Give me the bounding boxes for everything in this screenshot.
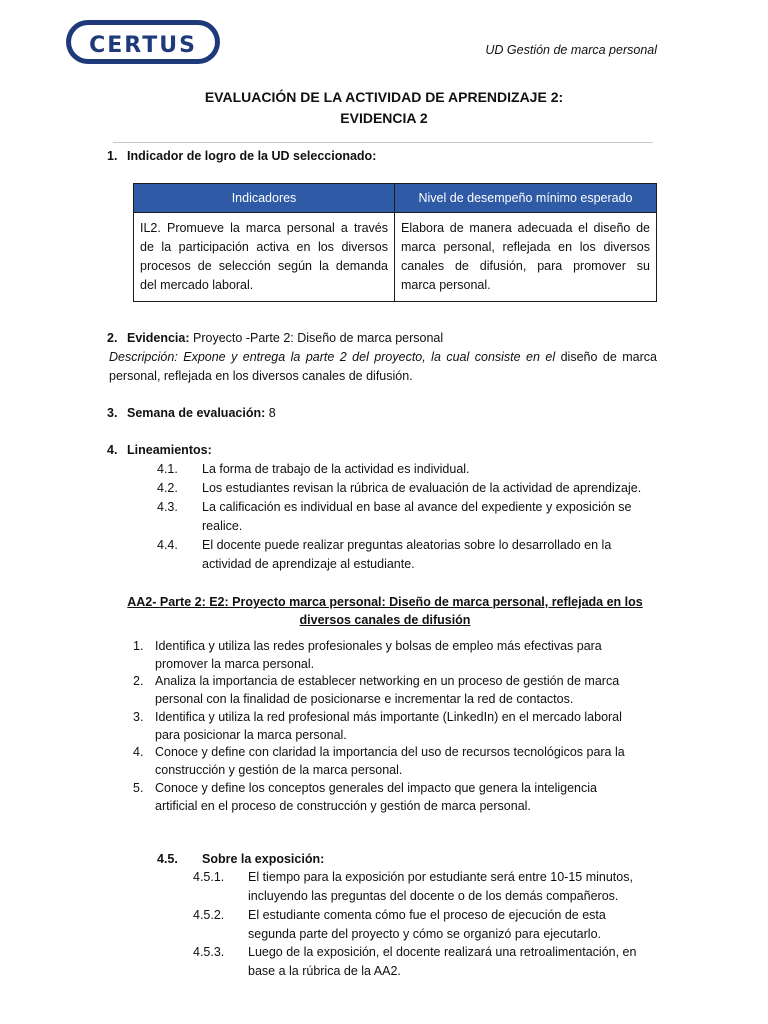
list-item: 2. Analiza la importancia de establecer networking en un proceso de gestión de marca personal con la finalidad de posicionarse e incrementar la red de contactos. [133,674,620,706]
exposition-item-text: El tiempo para la exposición por estudiante será entre 10-15 minutos, [248,870,633,884]
list-item: 4. Conoce y define con claridad la importancia del uso de recursos tecnológicos para la construcción y gestión de la marca personal. [133,745,625,777]
list-item: 5. Conoce y define los conceptos generales del impacto que genera la inteligencia artificial en el proceso de construcción y gestión de marca personal. [133,781,597,813]
section-3-heading: 3. Semana de evaluación: 8 [107,406,276,420]
section-4-5-heading: Sobre la exposición: [202,852,325,866]
section-4-heading: 4. Lineamientos: [107,443,212,457]
guideline-item: 4.3. [157,500,178,514]
certus-logo [66,20,220,64]
guideline-text: La calificación es individual en base al avance del expediente y exposición se [202,500,632,514]
aa2-heading-cont: diversos canales de difusión [299,613,471,627]
guideline-item: 4.1. [157,462,178,476]
page-subtitle: EVIDENCIA 2 [340,110,428,126]
aa2-heading: AA2- Parte 2: E2: Proyecto marca personal: Diseño de marca personal, reflejada en los [127,595,643,609]
table-cell-indicator: IL2. Promueve la marca personal a través de la participación activa en los diversos procesos de selección según la demanda del mercado laboral. [134,213,395,302]
section-1-heading: 1. Indicador de logro de la UD seleccionado: [107,149,377,163]
list-item: 3. Identifica y utiliza la red profesional más importante (LinkedIn) en el mercado laboral para posicionar la marca personal. [133,710,622,742]
section-2-heading: 2. Evidencia: Proyecto -Parte 2: Diseño de marca personal [107,331,444,345]
guideline-text: Los estudiantes revisan la rúbrica de evaluación de la actividad de aprendizaje. [202,481,642,495]
indicators-table [133,183,657,302]
exposition-item-text-cont: base a la rúbrica de la AA2. [248,964,401,978]
evidence-description: Descripción: Expone y entrega la parte 2 del proyecto, la cual consiste en el diseño de marca personal, reflejada en los diversos canales de difusión. [109,350,657,383]
exposition-item-num: 4.5.2. [193,908,225,922]
section-4-5-num: 4.5. [157,852,178,866]
divider [113,142,653,143]
guideline-text: La forma de trabajo de la actividad es individual. [202,462,470,476]
guideline-item: 4.4. [157,538,178,552]
course-name: UD Gestión de marca personal [485,43,657,57]
page-title: EVALUACIÓN DE LA ACTIVIDAD DE APRENDIZAJE 2: [204,89,564,105]
table-row [134,213,657,302]
exposition-item-text: Luego de la exposición, el docente realizará una retroalimentación, en [248,945,637,959]
guideline-item: 4.2. [157,481,178,495]
list-item: 1. Identifica y utiliza las redes profesionales y bolsas de empleo más efectivas para promover la marca personal. [133,639,602,671]
table-cell-level: Elabora de manera adecuada el diseño de marca personal, reflejada en los diversos canales de difusión, para promover su marca personal. [395,213,657,302]
exposition-item-text: El estudiante comenta cómo fue el proceso de ejecución de esta [248,908,606,922]
logo-text: CERTUS [89,33,197,58]
guideline-text-cont: realice. [202,519,243,533]
exposition-item-num: 4.5.1. [193,870,225,884]
table-header-indicators: Indicadores [134,184,395,213]
guideline-text-cont: actividad de aprendizaje al estudiante. [202,557,415,571]
exposition-item-num: 4.5.3. [193,945,225,959]
table-header-level: Nivel de desempeño mínimo esperado [395,184,657,213]
exposition-item-text-cont: segunda parte del proyecto y cómo se organizó para ejecutarlo. [248,927,601,941]
guideline-text: El docente puede realizar preguntas aleatorias sobre lo desarrollado en la [202,538,612,552]
exposition-item-text-cont: incluyendo las preguntas del docente o de los demás compañeros. [248,889,619,903]
logo-inner [71,25,215,59]
